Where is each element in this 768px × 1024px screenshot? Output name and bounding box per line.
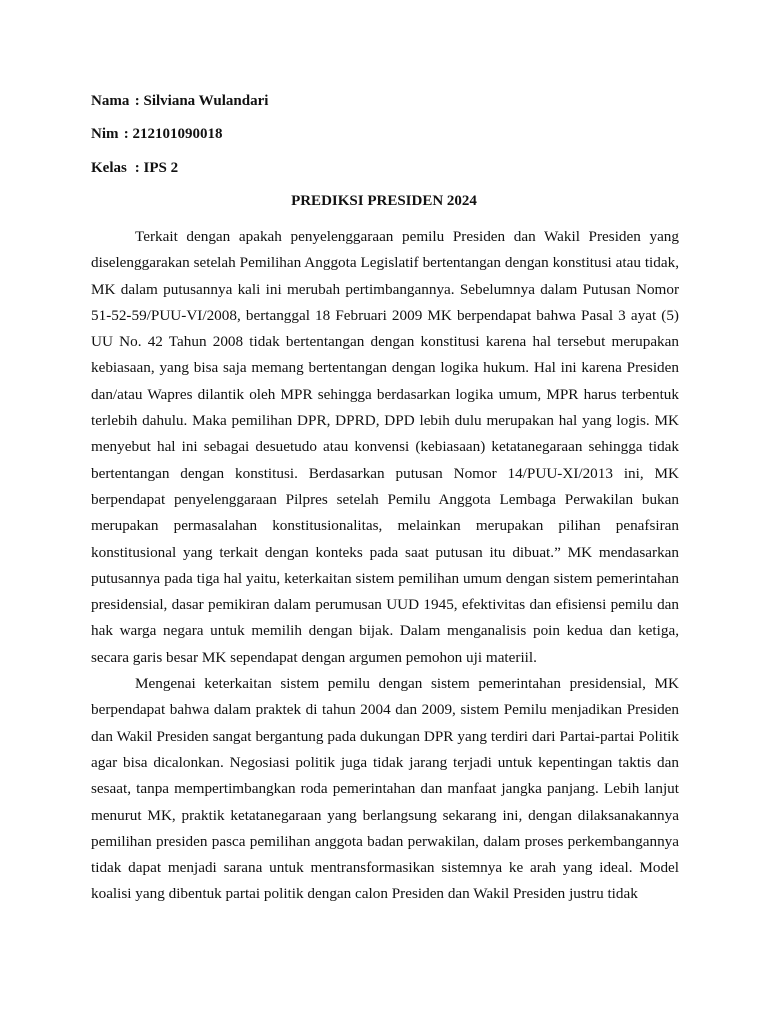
paragraph-1: Terkait dengan apakah penyelenggaraan pemilu Presiden dan Wakil Presiden yang diselenggarakan setelah Pemilihan Anggota Legislatif bertentangan dengan konstitusi atau tidak, MK dalam putusannya kali ini merubah pertimbangannya. Sebelumnya dalam Putusan Nomor 51-52-59/PUU-VI/2008, bertanggal 18 Februari 2009 MK berpendapat bahwa Pasal 3 ayat (5) UU No. 42 Tahun 2008 tidak bertentangan dengan konstitusi karena hal tersebut merupakan kebiasaan, yang bisa saja memang bertentangan dengan logika hukum. Hal ini karena Presiden dan/atau Wapres dilantik oleh MPR sehingga berdasarkan logika umum, MPR harus terbentuk terlebih dahulu. Maka pemilihan DPR, DPRD, DPD lebih dulu merupakan hal yang logis. MK menyebut hal ini sebagai desuetudo atau konvensi (kebiasaan) ketatanegaraan sehingga tidak bertentangan dengan konstitusi. Berdasarkan putusan Nomor 14/PUU-XI/2013 ini, MK berpendapat penyelenggaraan Pilpres setelah Pemilu Anggota Lembaga Perwakilan bukan merupakan permasalahan konstitusionalitas, melainkan merupakan pilihan penafsiran konstitusional yang terkait dengan konteks pada saat putusan itu dibuat.” MK mendasarkan putusannya pada tiga hal yaitu, keterkaitan sistem pemilihan umum dengan sistem pemerintahan presidensial, dasar pemikiran dalam perumusan UUD 1945, efektivitas dan efisiensi pemilu dan hak warga negara untuk memilih dengan bijak. Dalam menganalisis poin kedua dan ketiga, secara garis besar MK sependapat dengan argumen pemohon uji materiil. <box>91 228 679 666</box>
student-class-line <box>91 160 178 177</box>
class-label: Kelas <box>91 160 127 176</box>
document-title: PREDIKSI PRESIDEN 2024 <box>291 193 477 209</box>
student-nim-line <box>91 126 223 143</box>
student-name-line <box>91 93 268 110</box>
name-label: Nama <box>91 93 130 109</box>
name-value: : Silviana Wulandari <box>134 93 269 109</box>
document-body <box>91 224 679 908</box>
nim-label: Nim <box>91 126 119 142</box>
nim-value: : 212101090018 <box>123 126 223 142</box>
class-value: : IPS 2 <box>134 160 179 176</box>
paragraph-2: Mengenai keterkaitan sistem pemilu dengan sistem pemerintahan presidensial, MK berpendapat bahwa dalam praktek di tahun 2004 dan 2009, sistem Pemilu menjadikan Presiden dan Wakil Presiden sangat bergantung pada dukungan DPR yang terdiri dari Partai-partai Politik agar bisa dicalonkan. Negosiasi politik juga tidak jarang terjadi untuk kepentingan taktis dan sesaat, tanpa mempertimbangkan roda pemerintahan dan manfaat jangka panjang. Lebih lanjut menurut MK, praktik ketatanegaraan yang berlangsung sekarang ini, dengan dilaksanakannya pemilihan presiden pasca pemilihan anggota badan perwakilan, dalam proses perkembangannya tidak dapat menjadi sarana untuk mentransformasikan sistemnya ke arah yang ideal. Model koalisi yang dibentuk partai politik dengan calon Presiden dan Wakil Presiden justru tidak <box>91 675 679 903</box>
